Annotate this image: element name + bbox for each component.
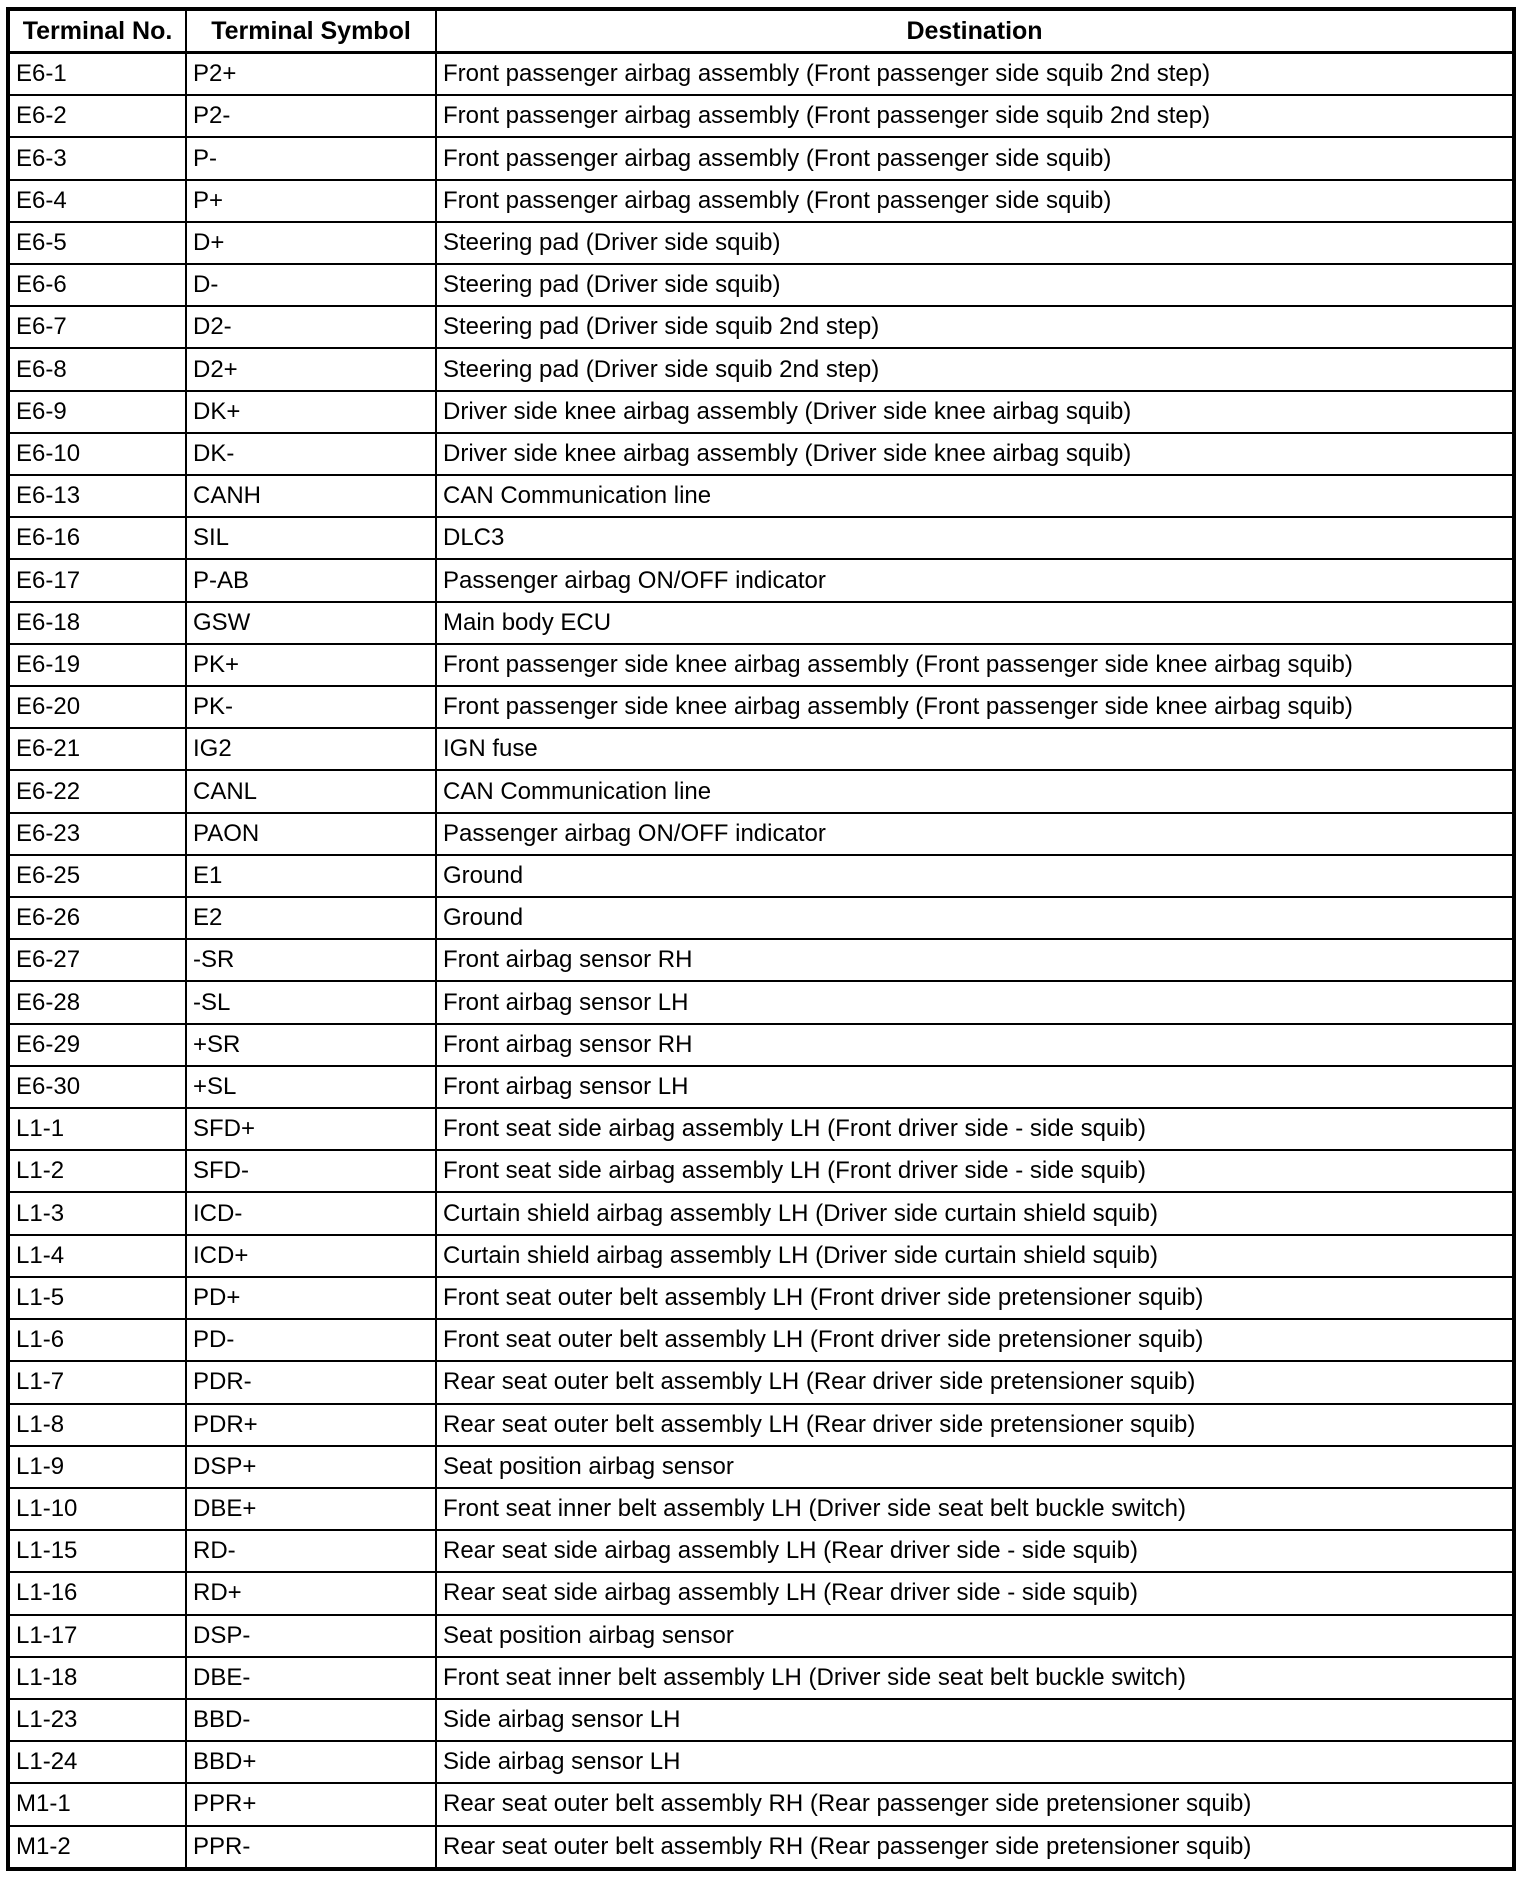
destination-cell: Steering pad (Driver side squib 2nd step) — [436, 306, 1514, 348]
destination-cell: Rear seat outer belt assembly LH (Rear driver side pretensioner squib) — [436, 1404, 1514, 1446]
table-row — [8, 137, 1514, 179]
terminal-no-cell: E6-2 — [8, 95, 186, 137]
destination-cell: Passenger airbag ON/OFF indicator — [436, 559, 1514, 601]
terminal-no-cell: E6-25 — [8, 855, 186, 897]
terminal-symbol-cell: E2 — [186, 897, 436, 939]
table-row — [8, 180, 1514, 222]
terminal-no-cell: E6-4 — [8, 180, 186, 222]
destination-cell: Passenger airbag ON/OFF indicator — [436, 813, 1514, 855]
terminal-no-cell: L1-2 — [8, 1150, 186, 1192]
terminal-symbol-cell: PK+ — [186, 644, 436, 686]
table-row — [8, 95, 1514, 137]
table-row — [8, 1108, 1514, 1150]
terminal-symbol-cell: SIL — [186, 517, 436, 559]
destination-cell: Front seat inner belt assembly LH (Driver side seat belt buckle switch) — [436, 1488, 1514, 1530]
terminal-no-cell: M1-1 — [8, 1783, 186, 1825]
table-row — [8, 1657, 1514, 1699]
destination-cell: Front passenger airbag assembly (Front passenger side squib 2nd step) — [436, 95, 1514, 137]
terminal-no-cell: E6-23 — [8, 813, 186, 855]
destination-cell: Front passenger airbag assembly (Front passenger side squib) — [436, 137, 1514, 179]
terminal-no-cell: E6-5 — [8, 222, 186, 264]
destination-cell: Front seat side airbag assembly LH (Front driver side - side squib) — [436, 1150, 1514, 1192]
table-row — [8, 1530, 1514, 1572]
terminal-symbol-cell: DSP+ — [186, 1446, 436, 1488]
terminal-no-cell: L1-3 — [8, 1192, 186, 1234]
terminal-no-cell: E6-30 — [8, 1066, 186, 1108]
terminal-no-cell: E6-26 — [8, 897, 186, 939]
terminal-no-cell: L1-9 — [8, 1446, 186, 1488]
header-terminal-symbol: Terminal Symbol — [186, 9, 436, 53]
table-row — [8, 1150, 1514, 1192]
terminal-no-cell: E6-21 — [8, 728, 186, 770]
destination-cell: Front airbag sensor RH — [436, 939, 1514, 981]
destination-cell: CAN Communication line — [436, 770, 1514, 812]
terminal-symbol-cell: BBD- — [186, 1699, 436, 1741]
terminal-no-cell: L1-1 — [8, 1108, 186, 1150]
table-row — [8, 1488, 1514, 1530]
destination-cell: Front seat outer belt assembly LH (Front driver side pretensioner squib) — [436, 1319, 1514, 1361]
terminal-symbol-cell: DBE- — [186, 1657, 436, 1699]
destination-cell: Front seat side airbag assembly LH (Front driver side - side squib) — [436, 1108, 1514, 1150]
terminal-symbol-cell: DK+ — [186, 391, 436, 433]
terminal-no-cell: E6-17 — [8, 559, 186, 601]
table-row — [8, 1826, 1514, 1869]
destination-cell: Rear seat side airbag assembly LH (Rear driver side - side squib) — [436, 1572, 1514, 1614]
table-row — [8, 1277, 1514, 1319]
terminal-no-cell: L1-6 — [8, 1319, 186, 1361]
destination-cell: Steering pad (Driver side squib 2nd step) — [436, 348, 1514, 390]
terminal-no-cell: E6-22 — [8, 770, 186, 812]
destination-cell: Ground — [436, 897, 1514, 939]
table-row — [8, 728, 1514, 770]
destination-cell: Curtain shield airbag assembly LH (Driver side curtain shield squib) — [436, 1192, 1514, 1234]
terminal-no-cell: L1-10 — [8, 1488, 186, 1530]
destination-cell: IGN fuse — [436, 728, 1514, 770]
table-row — [8, 391, 1514, 433]
terminal-no-cell: L1-4 — [8, 1235, 186, 1277]
terminal-no-cell: M1-2 — [8, 1826, 186, 1869]
terminal-symbol-cell: CANH — [186, 475, 436, 517]
table-row — [8, 1404, 1514, 1446]
terminal-no-cell: E6-16 — [8, 517, 186, 559]
terminal-no-cell: E6-1 — [8, 53, 186, 96]
terminal-no-cell: E6-9 — [8, 391, 186, 433]
terminal-symbol-cell: PAON — [186, 813, 436, 855]
terminal-no-cell: E6-10 — [8, 433, 186, 475]
table-row — [8, 855, 1514, 897]
terminal-table — [6, 7, 1516, 1871]
terminal-symbol-cell: RD- — [186, 1530, 436, 1572]
table-row — [8, 1361, 1514, 1403]
terminal-symbol-cell: PD+ — [186, 1277, 436, 1319]
destination-cell: Rear seat side airbag assembly LH (Rear driver side - side squib) — [436, 1530, 1514, 1572]
header-terminal-no: Terminal No. — [8, 9, 186, 53]
terminal-symbol-cell: RD+ — [186, 1572, 436, 1614]
table-row — [8, 686, 1514, 728]
table-row — [8, 813, 1514, 855]
table-row — [8, 1066, 1514, 1108]
terminal-symbol-cell: P2+ — [186, 53, 436, 96]
terminal-no-cell: E6-3 — [8, 137, 186, 179]
destination-cell: Side airbag sensor LH — [436, 1741, 1514, 1783]
destination-cell: Front seat outer belt assembly LH (Front driver side pretensioner squib) — [436, 1277, 1514, 1319]
destination-cell: Front passenger airbag assembly (Front passenger side squib 2nd step) — [436, 53, 1514, 96]
terminal-symbol-cell: PDR- — [186, 1361, 436, 1403]
destination-cell: Steering pad (Driver side squib) — [436, 264, 1514, 306]
terminal-no-cell: L1-17 — [8, 1615, 186, 1657]
terminal-symbol-cell: E1 — [186, 855, 436, 897]
table-row — [8, 1615, 1514, 1657]
terminal-no-cell: L1-5 — [8, 1277, 186, 1319]
terminal-symbol-cell: D- — [186, 264, 436, 306]
terminal-symbol-cell: P2- — [186, 95, 436, 137]
table-row — [8, 602, 1514, 644]
destination-cell: Curtain shield airbag assembly LH (Driver side curtain shield squib) — [436, 1235, 1514, 1277]
table-row — [8, 1783, 1514, 1825]
terminal-symbol-cell: DSP- — [186, 1615, 436, 1657]
terminal-no-cell: E6-19 — [8, 644, 186, 686]
terminal-symbol-cell: P+ — [186, 180, 436, 222]
table-row — [8, 939, 1514, 981]
terminal-symbol-cell: D+ — [186, 222, 436, 264]
destination-cell: DLC3 — [436, 517, 1514, 559]
table-row — [8, 517, 1514, 559]
header-destination: Destination — [436, 9, 1514, 53]
terminal-symbol-cell: PD- — [186, 1319, 436, 1361]
destination-cell: Rear seat outer belt assembly LH (Rear driver side pretensioner squib) — [436, 1361, 1514, 1403]
terminal-symbol-cell: SFD- — [186, 1150, 436, 1192]
terminal-no-cell: E6-29 — [8, 1024, 186, 1066]
table-row — [8, 770, 1514, 812]
terminal-symbol-cell: DBE+ — [186, 1488, 436, 1530]
table-row — [8, 475, 1514, 517]
header-row — [8, 9, 1514, 53]
terminal-no-cell: E6-13 — [8, 475, 186, 517]
table-row — [8, 1235, 1514, 1277]
terminal-symbol-cell: DK- — [186, 433, 436, 475]
table-header — [8, 9, 1514, 53]
destination-cell: Side airbag sensor LH — [436, 1699, 1514, 1741]
table-row — [8, 1192, 1514, 1234]
destination-cell: Ground — [436, 855, 1514, 897]
destination-cell: Driver side knee airbag assembly (Driver side knee airbag squib) — [436, 433, 1514, 475]
destination-cell: Front passenger side knee airbag assembly (Front passenger side knee airbag squib) — [436, 644, 1514, 686]
terminal-symbol-cell: PK- — [186, 686, 436, 728]
terminal-no-cell: L1-23 — [8, 1699, 186, 1741]
table-row — [8, 1699, 1514, 1741]
destination-cell: Front passenger side knee airbag assembly (Front passenger side knee airbag squib) — [436, 686, 1514, 728]
table-row — [8, 1024, 1514, 1066]
terminal-symbol-cell: PDR+ — [186, 1404, 436, 1446]
table-row — [8, 1741, 1514, 1783]
destination-cell: Rear seat outer belt assembly RH (Rear passenger side pretensioner squib) — [436, 1826, 1514, 1869]
table-row — [8, 897, 1514, 939]
destination-cell: Steering pad (Driver side squib) — [436, 222, 1514, 264]
terminal-symbol-cell: SFD+ — [186, 1108, 436, 1150]
table-row — [8, 53, 1514, 96]
terminal-symbol-cell: ICD- — [186, 1192, 436, 1234]
table-row — [8, 644, 1514, 686]
terminal-symbol-cell: PPR- — [186, 1826, 436, 1869]
terminal-no-cell: L1-24 — [8, 1741, 186, 1783]
terminal-symbol-cell: -SR — [186, 939, 436, 981]
terminal-symbol-cell: D2+ — [186, 348, 436, 390]
destination-cell: Front airbag sensor RH — [436, 1024, 1514, 1066]
terminal-no-cell: E6-7 — [8, 306, 186, 348]
terminal-symbol-cell: CANL — [186, 770, 436, 812]
destination-cell: Driver side knee airbag assembly (Driver side knee airbag squib) — [436, 391, 1514, 433]
destination-cell: Front seat inner belt assembly LH (Driver side seat belt buckle switch) — [436, 1657, 1514, 1699]
destination-cell: Seat position airbag sensor — [436, 1615, 1514, 1657]
destination-cell: Front airbag sensor LH — [436, 1066, 1514, 1108]
table-row — [8, 1572, 1514, 1614]
table-row — [8, 306, 1514, 348]
destination-cell: Rear seat outer belt assembly RH (Rear passenger side pretensioner squib) — [436, 1783, 1514, 1825]
table-row — [8, 222, 1514, 264]
terminal-no-cell: E6-18 — [8, 602, 186, 644]
terminal-no-cell: E6-6 — [8, 264, 186, 306]
destination-cell: Front passenger airbag assembly (Front passenger side squib) — [436, 180, 1514, 222]
destination-cell: Main body ECU — [436, 602, 1514, 644]
table-row — [8, 559, 1514, 601]
terminal-no-cell: L1-8 — [8, 1404, 186, 1446]
terminal-no-cell: E6-8 — [8, 348, 186, 390]
destination-cell: Front airbag sensor LH — [436, 981, 1514, 1023]
table-row — [8, 433, 1514, 475]
destination-cell: CAN Communication line — [436, 475, 1514, 517]
terminal-symbol-cell: ICD+ — [186, 1235, 436, 1277]
terminal-symbol-cell: +SL — [186, 1066, 436, 1108]
table-row — [8, 1446, 1514, 1488]
terminal-table-container — [6, 7, 1512, 1871]
terminal-symbol-cell: P- — [186, 137, 436, 179]
terminal-symbol-cell: PPR+ — [186, 1783, 436, 1825]
table-body — [8, 53, 1514, 1870]
terminal-no-cell: L1-18 — [8, 1657, 186, 1699]
terminal-symbol-cell: GSW — [186, 602, 436, 644]
terminal-symbol-cell: BBD+ — [186, 1741, 436, 1783]
table-row — [8, 981, 1514, 1023]
terminal-symbol-cell: P-AB — [186, 559, 436, 601]
table-row — [8, 348, 1514, 390]
terminal-symbol-cell: -SL — [186, 981, 436, 1023]
terminal-no-cell: E6-27 — [8, 939, 186, 981]
table-row — [8, 264, 1514, 306]
terminal-no-cell: E6-28 — [8, 981, 186, 1023]
table-row — [8, 1319, 1514, 1361]
terminal-no-cell: L1-16 — [8, 1572, 186, 1614]
terminal-symbol-cell: IG2 — [186, 728, 436, 770]
terminal-symbol-cell: D2- — [186, 306, 436, 348]
terminal-symbol-cell: +SR — [186, 1024, 436, 1066]
destination-cell: Seat position airbag sensor — [436, 1446, 1514, 1488]
terminal-no-cell: E6-20 — [8, 686, 186, 728]
terminal-no-cell: L1-7 — [8, 1361, 186, 1403]
terminal-no-cell: L1-15 — [8, 1530, 186, 1572]
